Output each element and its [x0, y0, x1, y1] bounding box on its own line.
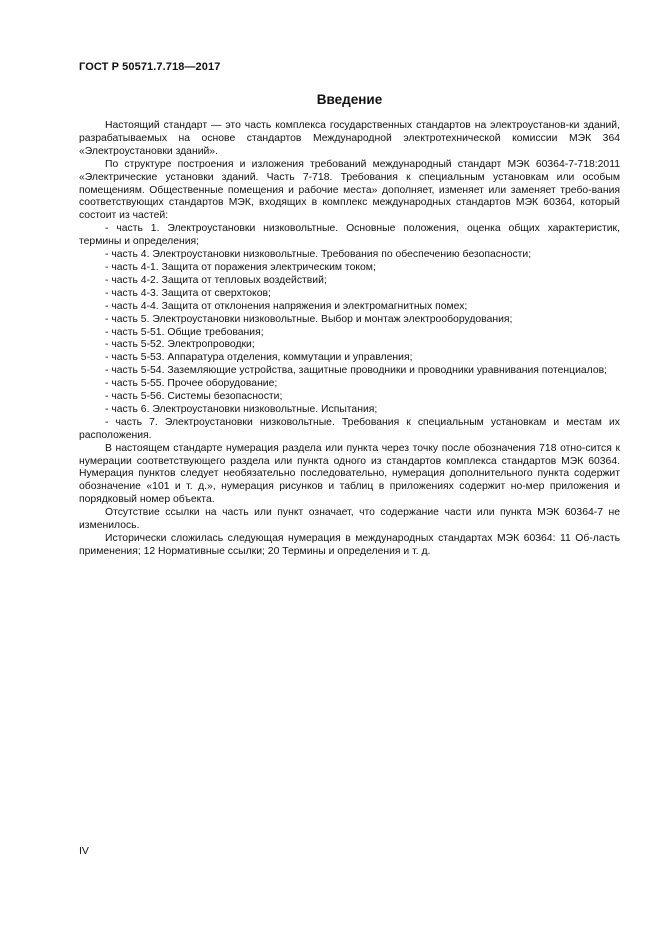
list-item: - часть 5-55. Прочее оборудование;	[105, 378, 278, 390]
list-item: - часть 4-2. Защита от тепловых воздействий;	[105, 274, 327, 286]
paragraph-structure: По структуре построения и изложения требований международный стандарт МЭК 60364-7-718:2011 «Электрические установки зданий. Часть 7-718. Требования к специальным установкам или особым помещениям. Общественные помещения и рабочие места» дополняет, изменяет или заменяет требо-вания соответствующих стандартов МЭК, входящих в комплекс международных стандартов МЭК 60364, который состоит из частей:	[79, 158, 620, 222]
paragraph-numbering: В настоящем стандарте нумерация раздела или пункта через точку после обозначения 718 отно-сится к нумерации соответствующего раздела или пункта одного из стандартов комплекса стандартов МЭК 60364. Нумерация пунктов следует необязательно последовательно, нумерация дополнительного пункта содержит обозначение «101 и т. д.», нумерация рисунков и таблиц в приложениях содержит но-мер приложения и порядковый номер объекта.	[79, 442, 620, 506]
parts-list	[79, 223, 620, 442]
paragraph-intro: Настоящий стандарт — это часть комплекса государственных стандартов на электроустанов-ки зданий, разрабатываемых на основе стандартов Международной электротехнической комиссии МЭК 364 «Электроустановки зданий».	[79, 120, 620, 157]
section-title: Введение	[316, 92, 383, 107]
document-body	[79, 120, 620, 559]
page-number: IV	[79, 845, 89, 857]
list-item: - часть 5-54. Заземляющие устройства, защитные проводники и проводники уравнивания потенциалов;	[105, 365, 608, 377]
list-item: - часть 7. Электроустановки низковольтные. Требования к специальным установкам и местам их расположения.	[79, 416, 620, 441]
list-item: - часть 1. Электроустановки низковольтные. Основные положения, оценка общих характеристик, термины и определения;	[79, 223, 620, 248]
list-item: - часть 4-3. Защита от сверхтоков;	[105, 287, 271, 299]
list-item: - часть 4-4. Защита от отклонения напряжения и электромагнитных помех;	[105, 300, 468, 312]
list-item: - часть 5-56. Системы безопасности;	[105, 391, 283, 403]
list-item: - часть 5-52. Электропроводки;	[105, 339, 255, 351]
list-item: - часть 5-53. Аппаратура отделения, коммутации и управления;	[105, 352, 413, 364]
list-item: - часть 5. Электроустановки низковольтные. Выбор и монтаж электрооборудования;	[105, 313, 513, 325]
list-item: - часть 4. Электроустановки низковольтные. Требования по обеспечению безопасности;	[105, 249, 532, 261]
list-item: - часть 6. Электроустановки низковольтные. Испытания;	[105, 403, 378, 415]
paragraph-historical: Исторически сложилась следующая нумерация в международных стандартах МЭК 60364: 11 Об-ласть применения; 12 Нормативные ссылки; 20 Термины и определения и т. д.	[79, 533, 620, 557]
list-item: - часть 4-1. Защита от поражения электрическим током;	[105, 261, 376, 273]
list-item: - часть 5-51. Общие требования;	[105, 326, 264, 338]
paragraph-no-reference: Отсутствие ссылки на часть или пункт означает, что содержание части или пункта МЭК 60364-7 не изменилось.	[79, 507, 620, 532]
document-header: ГОСТ Р 50571.7.718—2017	[79, 61, 221, 73]
